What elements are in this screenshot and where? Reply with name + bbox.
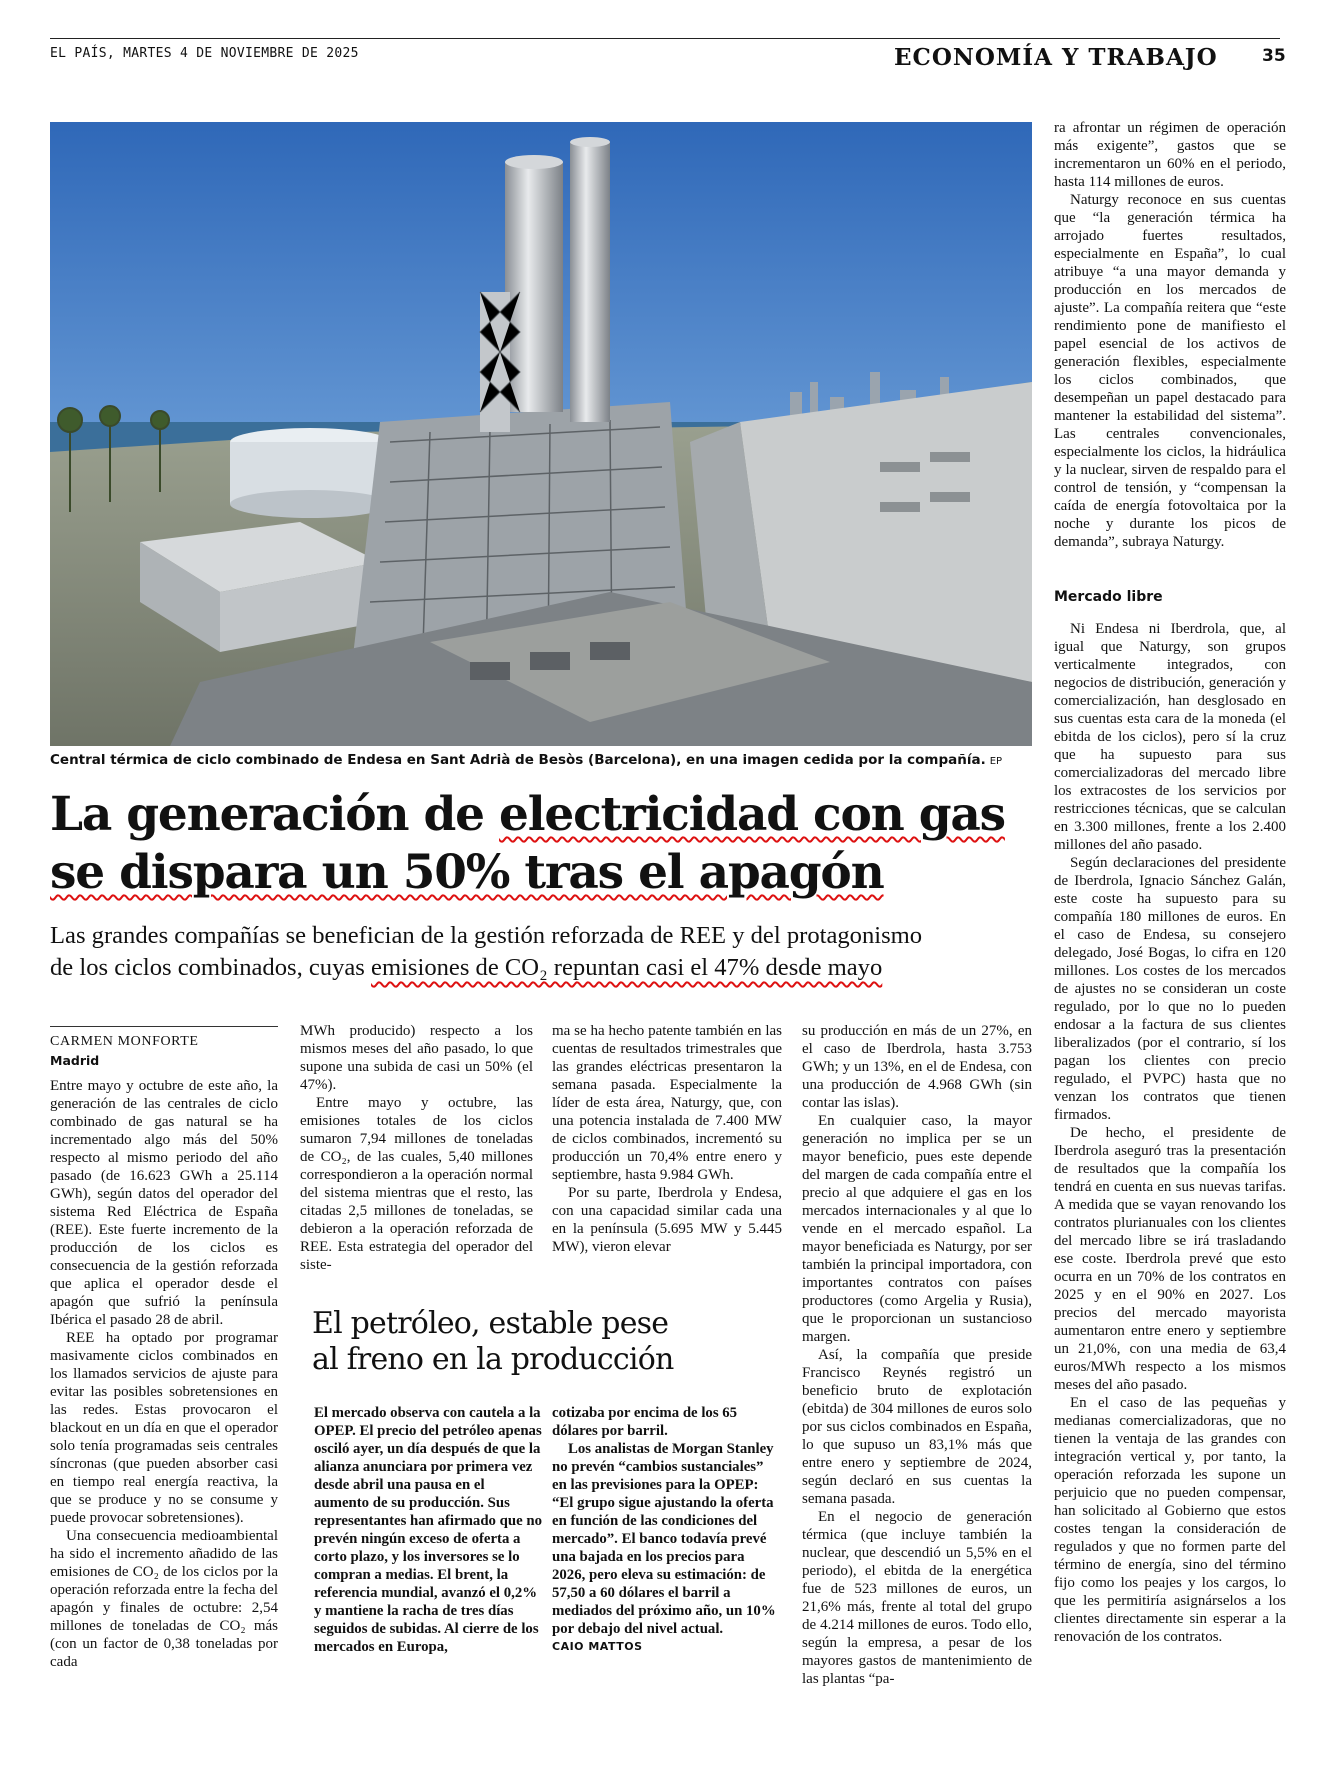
subheadline-line-2 (50, 952, 1040, 984)
article-column-1 (50, 1077, 278, 1671)
paragraph: Ni Endesa ni Iberdrola, que, al igual que Naturgy, son grupos verticalmente integrados, con negocios de distribución, generación y comercialización, han desglosado en sus cuentas esta cara de la moneda (el ebitda de los ciclos), pero sí la cruz que ha supuesto para sus comercializadoras del mercado libre los extracostes de los servicios por restricciones técnicas, que se calculan en 3.300 millones, frente a los 2.400 millones del año pasado. (1054, 621, 1286, 853)
paragraph: De hecho, el presidente de Iberdrola aseguró tras la presentación de resultados que la compañía los tendrá en cuenta en sus nuevas tarifas. A medida que se vayan renovando los contratos plurianuales con los clientes del mercado libre se irá trasladando ese coste. Iberdrola prevé que esto ocurra en un 70% de los contratos en 2025 y en el 90% en 2027. Los precios del mercado mayorista aumentaron entre enero y septiembre un 21,0%, con una media de 63,4 euros/MWh respecto a los mismos meses del año pasado. (1054, 1125, 1286, 1393)
paragraph: Naturgy reconoce en sus cuentas que “la generación térmica ha arrojado fuertes resultados, especialmente en España”, lo cual atribuye “a una mayor demanda y producción en los mercados de ajuste”. La compañía reitera que “este rendimiento pone de manifiesto el papel esencial de los activos de generación flexibles, especialmente los ciclos combinados, que desempeñan un papel destacado para mantener la estabilidad del sistema”. Las centrales convencionales, especialmente los ciclos, la hidráulica y la nuclear, sirven de respaldo para el control de tensión, y “compensan la caída de energía fotovoltaica por la noche y durante los picos de demanda”, subraya Naturgy. (1054, 192, 1286, 550)
headline-line-1 (50, 786, 1040, 844)
article-column-2 (300, 1022, 533, 1274)
paragraph: Los analistas de Morgan Stanley no prevén “cambios sustanciales” en las previsiones para la OPEP: “El grupo sigue ajustando la oferta en función de las condiciones del mercado”. El banco todavía prevé una bajada en los precios para 2026, pero eleva su estimación: de 57,50 a 60 dólares el barril a mediados del próximo año, un 10% por debajo del nivel actual. (552, 1441, 776, 1637)
paragraph: Por su parte, Iberdrola y Endesa, con una capacidad similar cada una en la península (5.695 MW y 5.445 MW), vieron elevar (552, 1185, 782, 1255)
subheadline-line-2b: emisiones de CO₂ repuntan casi el 47% desde mayo (371, 954, 883, 981)
article-column-5-top (1054, 119, 1286, 551)
paragraph: REE ha optado por programar masivamente ciclos combinados en los llamados servicios de ajuste para evitar las posibles sobretensiones en las redes. Estas provocaron el blackout en un día en que el operador solo tenía programadas seis centrales síncronas (que pueden absorber casi en tiempo real energía reactiva, la que se produce y no se consume y puede provocar sobretensiones). (50, 1330, 278, 1526)
power-plant-illustration (50, 122, 1032, 746)
paragraph: En cualquier caso, la mayor generación no implica per se un mayor beneficio, pues este depende del margen de cada compañía entre el precio al que adquiere el gas en los mercados internacionales y al que lo vende en el mercado español. La mayor beneficiada es Naturgy, por ser también la principal importadora, con importantes contratos con países productores (como Argelia y Rusia), que le proporcionan un sustancioso margen. (802, 1113, 1032, 1345)
headline-line-1b: electricidad con gas (499, 787, 1005, 842)
power-plant-photo (50, 122, 1032, 746)
paragraph: cotizaba por encima de los 65 dólares por barril. (552, 1405, 738, 1439)
photo-credit: EP (989, 756, 1003, 767)
headline-line-1a: La generación de (50, 787, 500, 842)
header-rule (50, 38, 1280, 39)
headline (50, 786, 1040, 902)
sidebar-column-2 (552, 1404, 780, 1656)
dateline: EL PAÍS, MARTES 4 DE NOVIEMBRE DE 2025 (50, 46, 359, 61)
paragraph: Una consecuencia medioambiental ha sido el incremento añadido de las emisiones de CO₂ de los ciclos por la operación reforzada entre la fecha del apagón y finales de octubre: 2,54 millones de toneladas de CO₂ más (con un factor de 0,38 toneladas por cada (50, 1528, 278, 1670)
subheadline (50, 920, 1040, 984)
paragraph: Así, la compañía que preside Francisco Reynés registró un beneficio bruto de explotación (ebitda) de 304 millones de euros solo por sus ciclos combinados en España, lo que supuso un 83,1% más que entre enero y septiembre de 2024, según declaró en sus cuentas la semana pasada. (802, 1347, 1032, 1507)
paragraph: Entre mayo y octubre, las emisiones totales de los ciclos sumaron 7,94 millones de toneladas de CO₂, de las cuales, 5,40 millones correspondieron a la operación normal del sistema mientras que el resto, las citadas 2,5 millones de toneladas, se debieron a la operación reforzada de REE. Esta estrategia del operador del siste- (300, 1095, 533, 1273)
paragraph: En el caso de las pequeñas y medianas comercializadoras, que no tienen la ventaja de las grandes con integración vertical y, por tanto, la operación reforzada les supone un perjuicio que no pueden compensar, han solicitado al Gobierno que estos costes tengan la consideración de regulados y que no formen parte del término de energía, sino del término fijo como los peajes y los cargos, lo que les permitiría asignárselos a los clientes directamente sin esperar a la renovación de los contratos. (1054, 1395, 1286, 1645)
paragraph: En el negocio de generación térmica (que incluye también la nuclear, que descendió un 5,5% en el periodo), el ebitda de la energética fue de 523 millones de euros, un 21,6% más, frente al total del grupo de 4.214 millones de euros. Todo ello, según la empresa, a pesar de los mayores gastos de mantenimiento de las plantas “pa- (802, 1509, 1032, 1687)
section-title: ECONOMÍA Y TRABAJO (894, 44, 1218, 71)
article-column-5-bottom (1054, 620, 1286, 1646)
sidebar-author: CAIO MATTOS (552, 1640, 643, 1653)
sidebar-column-1 (314, 1404, 542, 1656)
page-number: 35 (1262, 46, 1286, 66)
subheadline-line-1: Las grandes compañías se benefician de la gestión reforzada de REE y del protagonismo (50, 922, 923, 949)
article-column-4 (802, 1022, 1032, 1688)
byline-author: CARMEN MONFORTE (50, 1034, 199, 1049)
section-subhead: Mercado libre (1054, 589, 1163, 605)
paragraph: Según declaraciones del presidente de Iberdrola, Ignacio Sánchez Galán, este coste ha supuesto para su compañía 180 millones de euros. En el caso de Endesa, su consejero delegado, José Bogas, lo cifra en 120 millones. Los costes de los mercados de ajustes no se consideran un coste regulado, por lo que no lo pueden endosar a la factura de sus clientes liberalizados (por el contrario, sí los pagan los clientes con precio regulado, el PVPC) hasta que no venzan los contratos que tienen firmados. (1054, 855, 1286, 1123)
caption-text: Central térmica de ciclo combinado de Endesa en Sant Adrià de Besòs (Barcelona), en una imagen cedida por la compañía. (50, 752, 986, 768)
paragraph: MWh producido) respecto a los mismos meses del año pasado, lo que supone una subida de casi un 50% (el 47%). (300, 1023, 533, 1093)
paragraph: ra afrontar un régimen de operación más exigente”, gastos que se incrementaron un 60% en el periodo, hasta 114 millones de euros. (1054, 120, 1286, 190)
paragraph: ma se ha hecho patente también en las cuentas de resultados trimestrales que las grandes eléctricas presentaron la semana pasada. Especialmente la líder de esta área, Naturgy, que, con una potencia instalada de 7.400 MW de ciclos combinados, incrementó su producción un 70,4% entre enero y septiembre, hasta 9.984 GWh. (552, 1023, 782, 1183)
photo-caption (50, 752, 1040, 768)
article-column-3 (552, 1022, 782, 1256)
paragraph: Entre mayo y octubre de este año, la generación de las centrales de ciclo combinado de gas natural se ha incrementado algo más del 50% respecto al mismo periodo del año pasado (de 16.623 GWh a 25.114 GWh), según datos del operador del sistema Red Eléctrica de España (REE). Este fuerte incremento de la producción de los ciclos es consecuencia de la gestión reforzada que aplica el operador desde el apagón que sufrió la península Ibérica el pasado 28 de abril. (50, 1078, 278, 1328)
headline-line-2: se dispara un 50% tras el apagón (50, 845, 884, 900)
sidebar-title-line-1: El petróleo, estable pese (312, 1306, 669, 1341)
paragraph: su producción en más de un 27%, en el caso de Iberdrola, hasta 3.753 GWh; y un 13%, en el de Endesa, con una producción de 4.968 GWh (sin contar las islas). (802, 1023, 1032, 1111)
paragraph: El mercado observa con cautela a la OPEP. El precio del petróleo apenas osciló ayer, un día después de que la alianza anunciara por primera vez desde abril una pausa en el aumento de su producción. Sus representantes han afirmado que no prevén ningún exceso de oferta a corto plazo, y los inversores se lo compran a medias. El brent, la referencia mundial, avanzó el 0,2% y mantiene la racha de tres días seguidos de subidas. Al cierre de los mercados en Europa, (314, 1405, 542, 1655)
subheadline-line-2a: de los ciclos combinados, cuyas (50, 954, 372, 981)
byline-rule (50, 1026, 278, 1027)
sidebar-title (312, 1306, 792, 1378)
byline-place: Madrid (50, 1053, 100, 1068)
sidebar-title-line-2: al freno en la producción (312, 1342, 674, 1377)
